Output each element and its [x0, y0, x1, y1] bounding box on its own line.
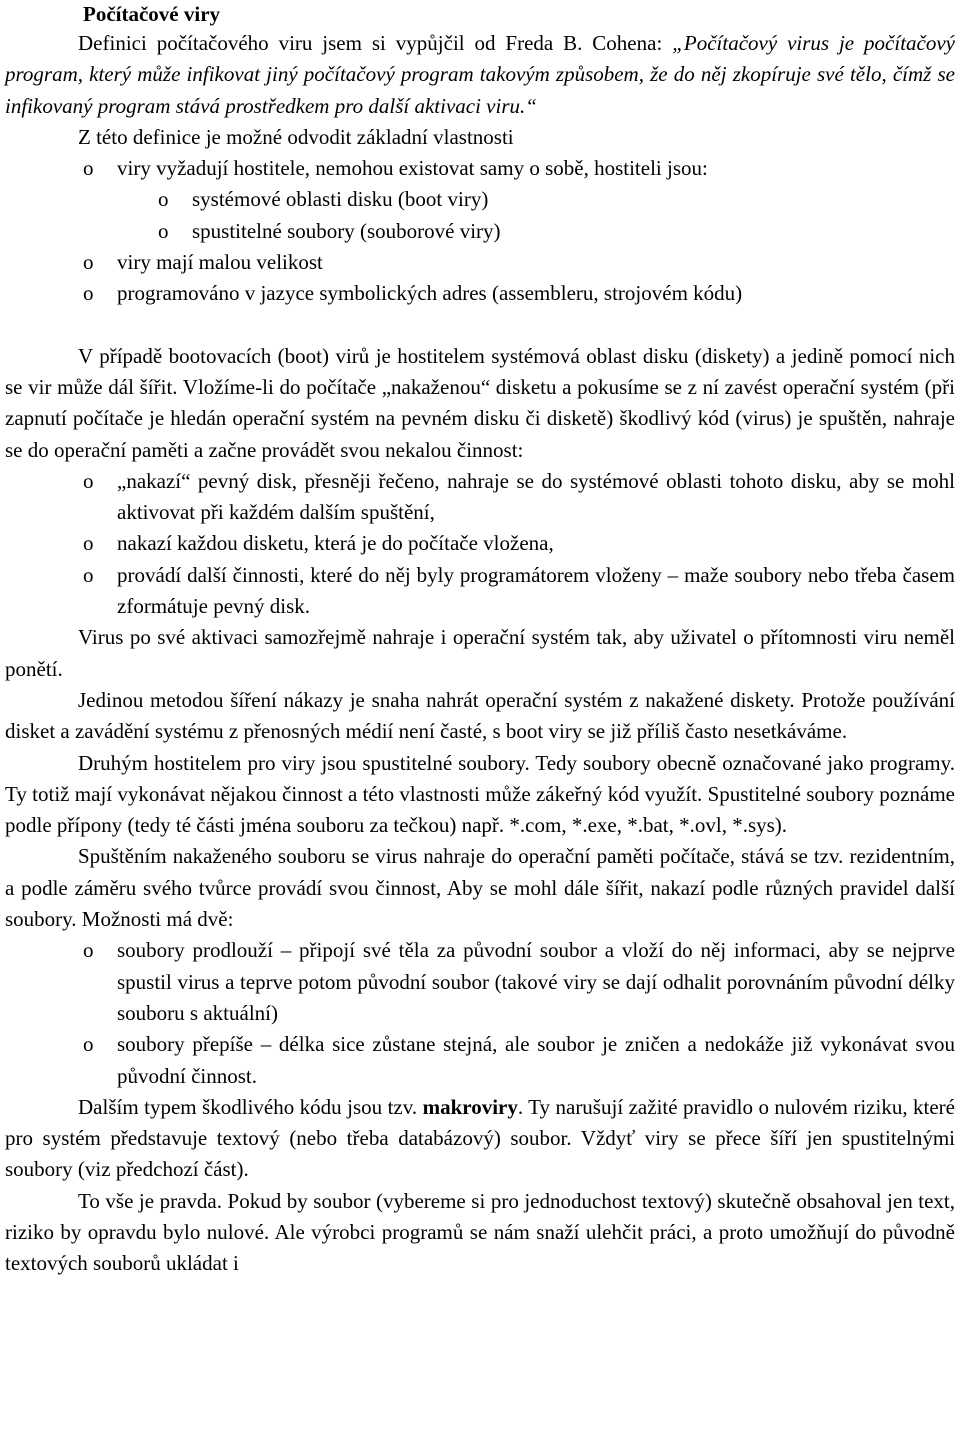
- properties-list: [5, 153, 955, 309]
- bullet-marker: o: [83, 562, 94, 587]
- bullet-marker: o: [83, 531, 94, 556]
- list-item: [5, 184, 955, 215]
- list-item-text: nakazí každou disketu, která je do počítače vložena,: [117, 531, 554, 556]
- bullet-marker: o: [83, 250, 94, 275]
- list-item: [5, 278, 955, 309]
- list-item-text: viry mají malou velikost: [117, 250, 323, 275]
- bullet-marker: o: [158, 187, 169, 212]
- bullet-marker: o: [158, 218, 169, 243]
- list-item-text: „nakazí“ pevný disk, přesněji řečeno, nahraje se do systémové oblasti tohoto disku, aby se mohl aktivovat při každém dalším spuštění,: [117, 468, 955, 525]
- bullet-marker: o: [83, 1032, 94, 1057]
- list-item: [5, 560, 955, 623]
- list-item-text: soubory prodlouží – připojí své těla za původní soubor a vloží do něj informaci, aby se nejprve spustil virus a teprve potom původní soubor (takové viry se dají odhalit porovnáním původní délky souboru s aktuální): [117, 938, 955, 1025]
- list-item-text: provádí další činnosti, které do něj byly programátorem vloženy – maže soubory nebo třeba časem zformátuje pevný disk.: [117, 562, 955, 619]
- body-paragraph: To vše je pravda. Pokud by soubor (vybereme si pro jednoduchost textový) skutečně obsahoval jen text, riziko by opravdu bylo nulové. Ale výrobci programů se nám snaží ulehčit práci, a proto umožňují do původně textových souborů ukládat i: [5, 1188, 955, 1276]
- bullet-marker: o: [83, 156, 94, 181]
- list-item: [5, 528, 955, 559]
- body-paragraph: Druhým hostitelem pro viry jsou spustitelné soubory. Tedy soubory obecně označované jako programy. Ty totiž mají vykonávat nějakou činnost a této vlastnosti může zákeřný kód využít. Spustitelné soubory poznáme podle přípony (tedy té části jména souboru za tečkou) např. *.com, *.exe, *.bat, *.ovl, *.sys).: [5, 750, 955, 838]
- list-item-text: soubory přepíše – délka sice zůstane stejná, ale soubor je zničen a nedokáže již vykonávat svou původní činnost.: [117, 1032, 955, 1088]
- macrovirus-paragraph: [5, 1092, 955, 1186]
- hosts-list: [5, 184, 955, 247]
- list-item-text: viry vyžadují hostitele, nemohou existovat samy o sobě, hostiteli jsou:: [117, 156, 708, 181]
- cohen-definition-quote: „Počítačový virus je počítačový program, který může infikovat jiný počítačový program takovým způsobem, že do něj zkopíruje své tělo, čímž se infikovaný program stává prostředkem pro další aktivaci viru.“: [5, 31, 955, 118]
- file-options-list: [5, 935, 955, 1091]
- list-item: [5, 466, 955, 529]
- intro-lead: Definici počítačového viru jsem si vypůjčil od Freda B. Cohena:: [78, 31, 673, 55]
- body-paragraph: Virus po své aktivaci samozřejmě nahraje i operační systém tak, aby uživatel o přítomnosti viru neměl ponětí.: [5, 625, 955, 681]
- macro-text-after: . Ty narušují zažité pravidlo o nulovém riziku, které pro systém představuje textový (nebo třeba databázový) soubor. Vždyť viry se přece šíří jen spustitelnými soubory (viz předchozí část).: [5, 1094, 955, 1182]
- list-item-text: programováno v jazyce symbolických adres (assembleru, strojovém kódu): [117, 281, 743, 306]
- list-item: [5, 935, 955, 1029]
- list-item: [5, 153, 955, 247]
- list-item: [5, 247, 955, 278]
- boot-actions-list: [5, 466, 955, 622]
- list-item-text: systémové oblasti disku (boot viry): [192, 187, 489, 212]
- intro-paragraph: [5, 28, 955, 122]
- page-title: Počítačové viry: [83, 2, 221, 26]
- body-paragraph: Spuštěním nakaženého souboru se virus nahraje do operační paměti počítače, stává se tzv. rezidentním, a podle záměru svého tvůrce provádí svou činnost, Aby se mohl dále šířit, nakazí podle různých pravidel další soubory. Možnosti má dvě:: [5, 844, 955, 932]
- bullet-marker: o: [83, 281, 94, 306]
- list-item: [5, 1029, 955, 1092]
- body-paragraph: Jedinou metodou šíření nákazy je snaha nahrát operační systém z nakažené diskety. Protože používání disket a zavádění systému z přenosných médií není časté, s boot viry se již příliš často nesetkáváme.: [5, 687, 955, 744]
- macro-term: makroviry: [422, 1094, 518, 1119]
- list-item-text: spustitelné soubory (souborové viry): [192, 218, 501, 243]
- boot-virus-paragraph: V případě bootovacích (boot) virů je hostitelem systémová oblast disku (diskety) a jedině pomocí nich se vir může dál šířit. Vložíme-li do počítače „nakaženou“ disketu a pokusíme se z ní zavést operační systém (při zapnutí počítače je hledán operační systém na pevném disku či disketě) škodlivý kód (virus) je spuštěn, nahraje se do operační paměti a začne provádět svou nekalou činnost:: [5, 343, 955, 462]
- macro-text-before: Dalším typem škodlivého kódu jsou tzv.: [78, 1094, 423, 1119]
- list-item: [5, 216, 955, 247]
- properties-intro: Z této definice je možné odvodit základní vlastnosti: [78, 124, 514, 149]
- bullet-marker: o: [83, 938, 94, 963]
- bullet-marker: o: [83, 468, 94, 493]
